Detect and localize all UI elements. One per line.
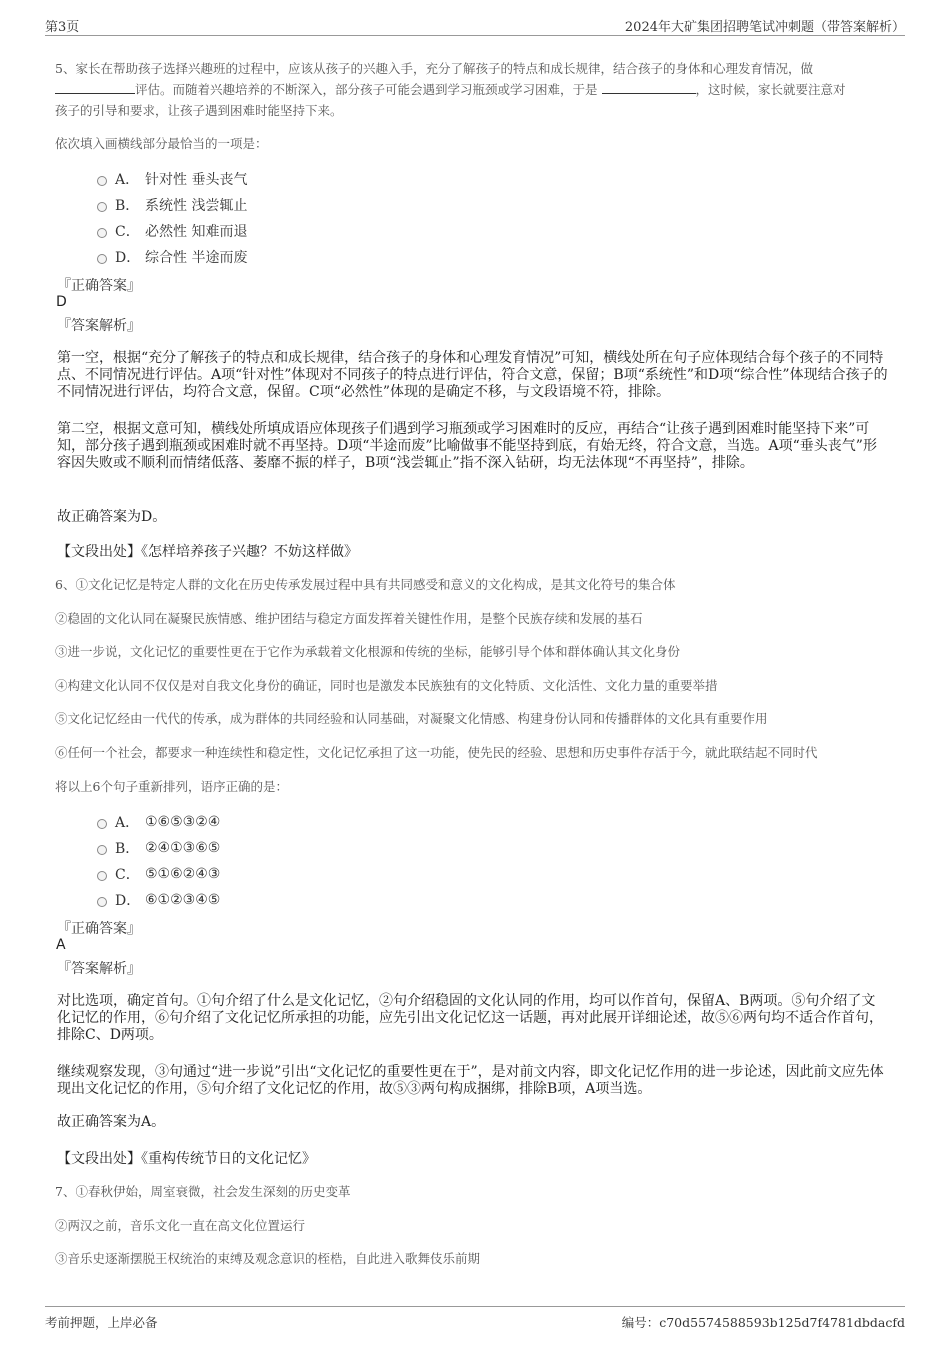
radio-icon[interactable] (97, 228, 107, 238)
q5-source: 【文段出处】《怎样培养孩子兴趣？不妨这样做》 (57, 544, 358, 560)
q6-sentence-1: 6、①文化记忆是特定人群的文化在历史传承发展过程中具有共同感受和意义的文化构成，是其文化符号的集合体 (55, 577, 676, 592)
q6-source: 【文段出处】《重构传统节日的文化记忆》 (57, 1151, 316, 1167)
q5-analysis-label: 『答案解析』 (57, 318, 141, 334)
q6-sentence-5: ⑤文化记忆经由一代代的传承，成为群体的共同经验和认同基础，对凝聚文化情感、构建身份认同和传播群体的文化具有重要作用 (55, 711, 768, 726)
q7-sentence-3: ③音乐史逐渐摆脱王权统治的束缚及观念意识的桎梏，自此进入歌舞伎乐前期 (55, 1251, 481, 1266)
q5-option-b[interactable]: B． 系统性 浅尝辄止 (97, 194, 247, 216)
radio-icon[interactable] (97, 845, 107, 855)
radio-icon[interactable] (97, 176, 107, 186)
q6-answer: A (56, 937, 66, 953)
q6-sentence-6: ⑥任何一个社会，都要求一种连续性和稳定性，文化记忆承担了这一功能，使先民的经验、思想和历史事件存活于今，就此联结起不同时代 (55, 745, 818, 760)
q6-option-c[interactable]: C． ⑤①⑥②④③ (97, 863, 220, 885)
q6-analysis-p2: 继续观察发现，③句通过“进一步说”引出“文化记忆的重要性更在于”，是对前文内容，即文化记忆作用的进一步论述，因此前文应先体现出文化记忆的作用，⑤句介绍了文化记忆的作用，故⑤③两句构成捆绑，排除B项，A项当选。 (57, 1064, 884, 1097)
q6-option-a[interactable]: A． ①⑥⑤③②④ (97, 811, 220, 833)
q5-line1: 5、家长在帮助孩子选择兴趣班的过程中，应该从孩子的兴趣入手，充分了解孩子的特点和成长规律，结合孩子的身体和心理发育情况，做 (55, 61, 813, 76)
q5-option-a[interactable]: A． 针对性 垂头丧气 (97, 168, 247, 190)
q6-analysis-p3: 故正确答案为A。 (57, 1114, 166, 1130)
q6-answer-label: 『正确答案』 (57, 921, 141, 937)
document-title: 2024年大矿集团招聘笔试冲刺题（带答案解析） (624, 20, 905, 35)
q6-sentence-3: ③进一步说，文化记忆的重要性更在于它作为承载着文化根源和传统的坐标，能够引导个体和群体确认其文化身份 (55, 644, 681, 659)
page-header (45, 14, 905, 36)
q5-stem (55, 58, 895, 121)
q5-answer: D (56, 294, 67, 310)
radio-icon[interactable] (97, 202, 107, 212)
radio-icon[interactable] (97, 254, 107, 264)
q5-blank-1 (55, 80, 135, 94)
radio-icon[interactable] (97, 819, 107, 829)
q6-option-b[interactable]: B． ②④①③⑥⑤ (97, 837, 220, 859)
q6-sentence-4: ④构建文化认同不仅仅是对自我文化身份的确证，同时也是激发本民族独有的文化特质、文化活性、文化力量的重要举措 (55, 678, 718, 693)
q5-line3: 孩子的引导和要求，让孩子遇到困难时能坚持下来。 (55, 103, 343, 118)
q6-analysis-label: 『答案解析』 (57, 961, 141, 977)
q5-blank-2 (602, 80, 696, 94)
q6-sentence-2: ②稳固的文化认同在凝聚民族情感、维护团结与稳定方面发挥着关键性作用，是整个民族存续和发展的基石 (55, 611, 643, 626)
q5-analysis-p1: 第一空，根据“充分了解孩子的特点和成长规律，结合孩子的身体和心理发育情况”可知，横线处所在句子应体现结合每个孩子的不同特点、不同情况进行评估。A项“针对性”体现对不同孩子的特点进行评估，符合文意，保留；B项“系统性”和D项“综合性”体现结合孩子的不同情况进行评估，均符合文意，保留。C项“必然性”体现的是确定不移，与文段语境不符，排除。 (57, 350, 888, 400)
q5-line2: 评估。而随着兴趣培养的不断深入，部分孩子可能会遇到学习瓶颈或学习困难，于是 ，这时候，家长就要注意对 (55, 79, 895, 100)
document-code: 编号：c70d5574588593b125d7f4781dbdacfd (621, 1315, 905, 1330)
page-number: 第3页 (45, 20, 80, 35)
q6-option-d[interactable]: D． ⑥①②③④⑤ (97, 889, 220, 911)
q5-option-c[interactable]: C． 必然性 知难而退 (97, 220, 247, 242)
q5-prompt: 依次填入画横线部分最恰当的一项是： (55, 136, 268, 151)
q7-sentence-1: 7、①春秋伊始，周室衰微，社会发生深刻的历史变革 (55, 1184, 351, 1199)
q6-analysis-p1: 对比选项，确定首句。①句介绍了什么是文化记忆，②句介绍稳固的文化认同的作用，均可以作首句，保留A、B两项。⑤句介绍了文化记忆的作用，⑥句介绍了文化记忆所承担的功能，应先引出文化记忆这一话题，再对此展开详细论述，故⑤⑥两句均不适合作首句，排除C、D两项。 (57, 993, 883, 1043)
q7-sentence-2: ②两汉之前，音乐文化一直在高文化位置运行 (55, 1218, 306, 1233)
q5-analysis-p3: 故正确答案为D。 (57, 509, 167, 525)
footer-slogan: 考前押题，上岸必备 (45, 1315, 158, 1330)
radio-icon[interactable] (97, 871, 107, 881)
page-footer (45, 1306, 905, 1330)
radio-icon[interactable] (97, 897, 107, 907)
q5-analysis-p2: 第二空，根据文意可知，横线处所填成语应体现孩子们遇到学习瓶颈或学习困难时的反应，再结合“让孩子遇到困难时能坚持下来”可知，部分孩子遇到瓶颈或困难时就不再坚持。D项“半途而废”比喻做事不能坚持到底，有始无终，符合文意，当选。A项“垂头丧气”形容因失败或不顺利而情绪低落、萎靡不振的样子，B项“浅尝辄止”指不深入钻研，均无法体现“不再坚持”，排除。 (57, 421, 877, 471)
q6-prompt: 将以上6个句子重新排列，语序正确的是： (55, 779, 288, 794)
q5-answer-label: 『正确答案』 (57, 278, 141, 294)
q5-option-d[interactable]: D． 综合性 半途而废 (97, 246, 247, 268)
